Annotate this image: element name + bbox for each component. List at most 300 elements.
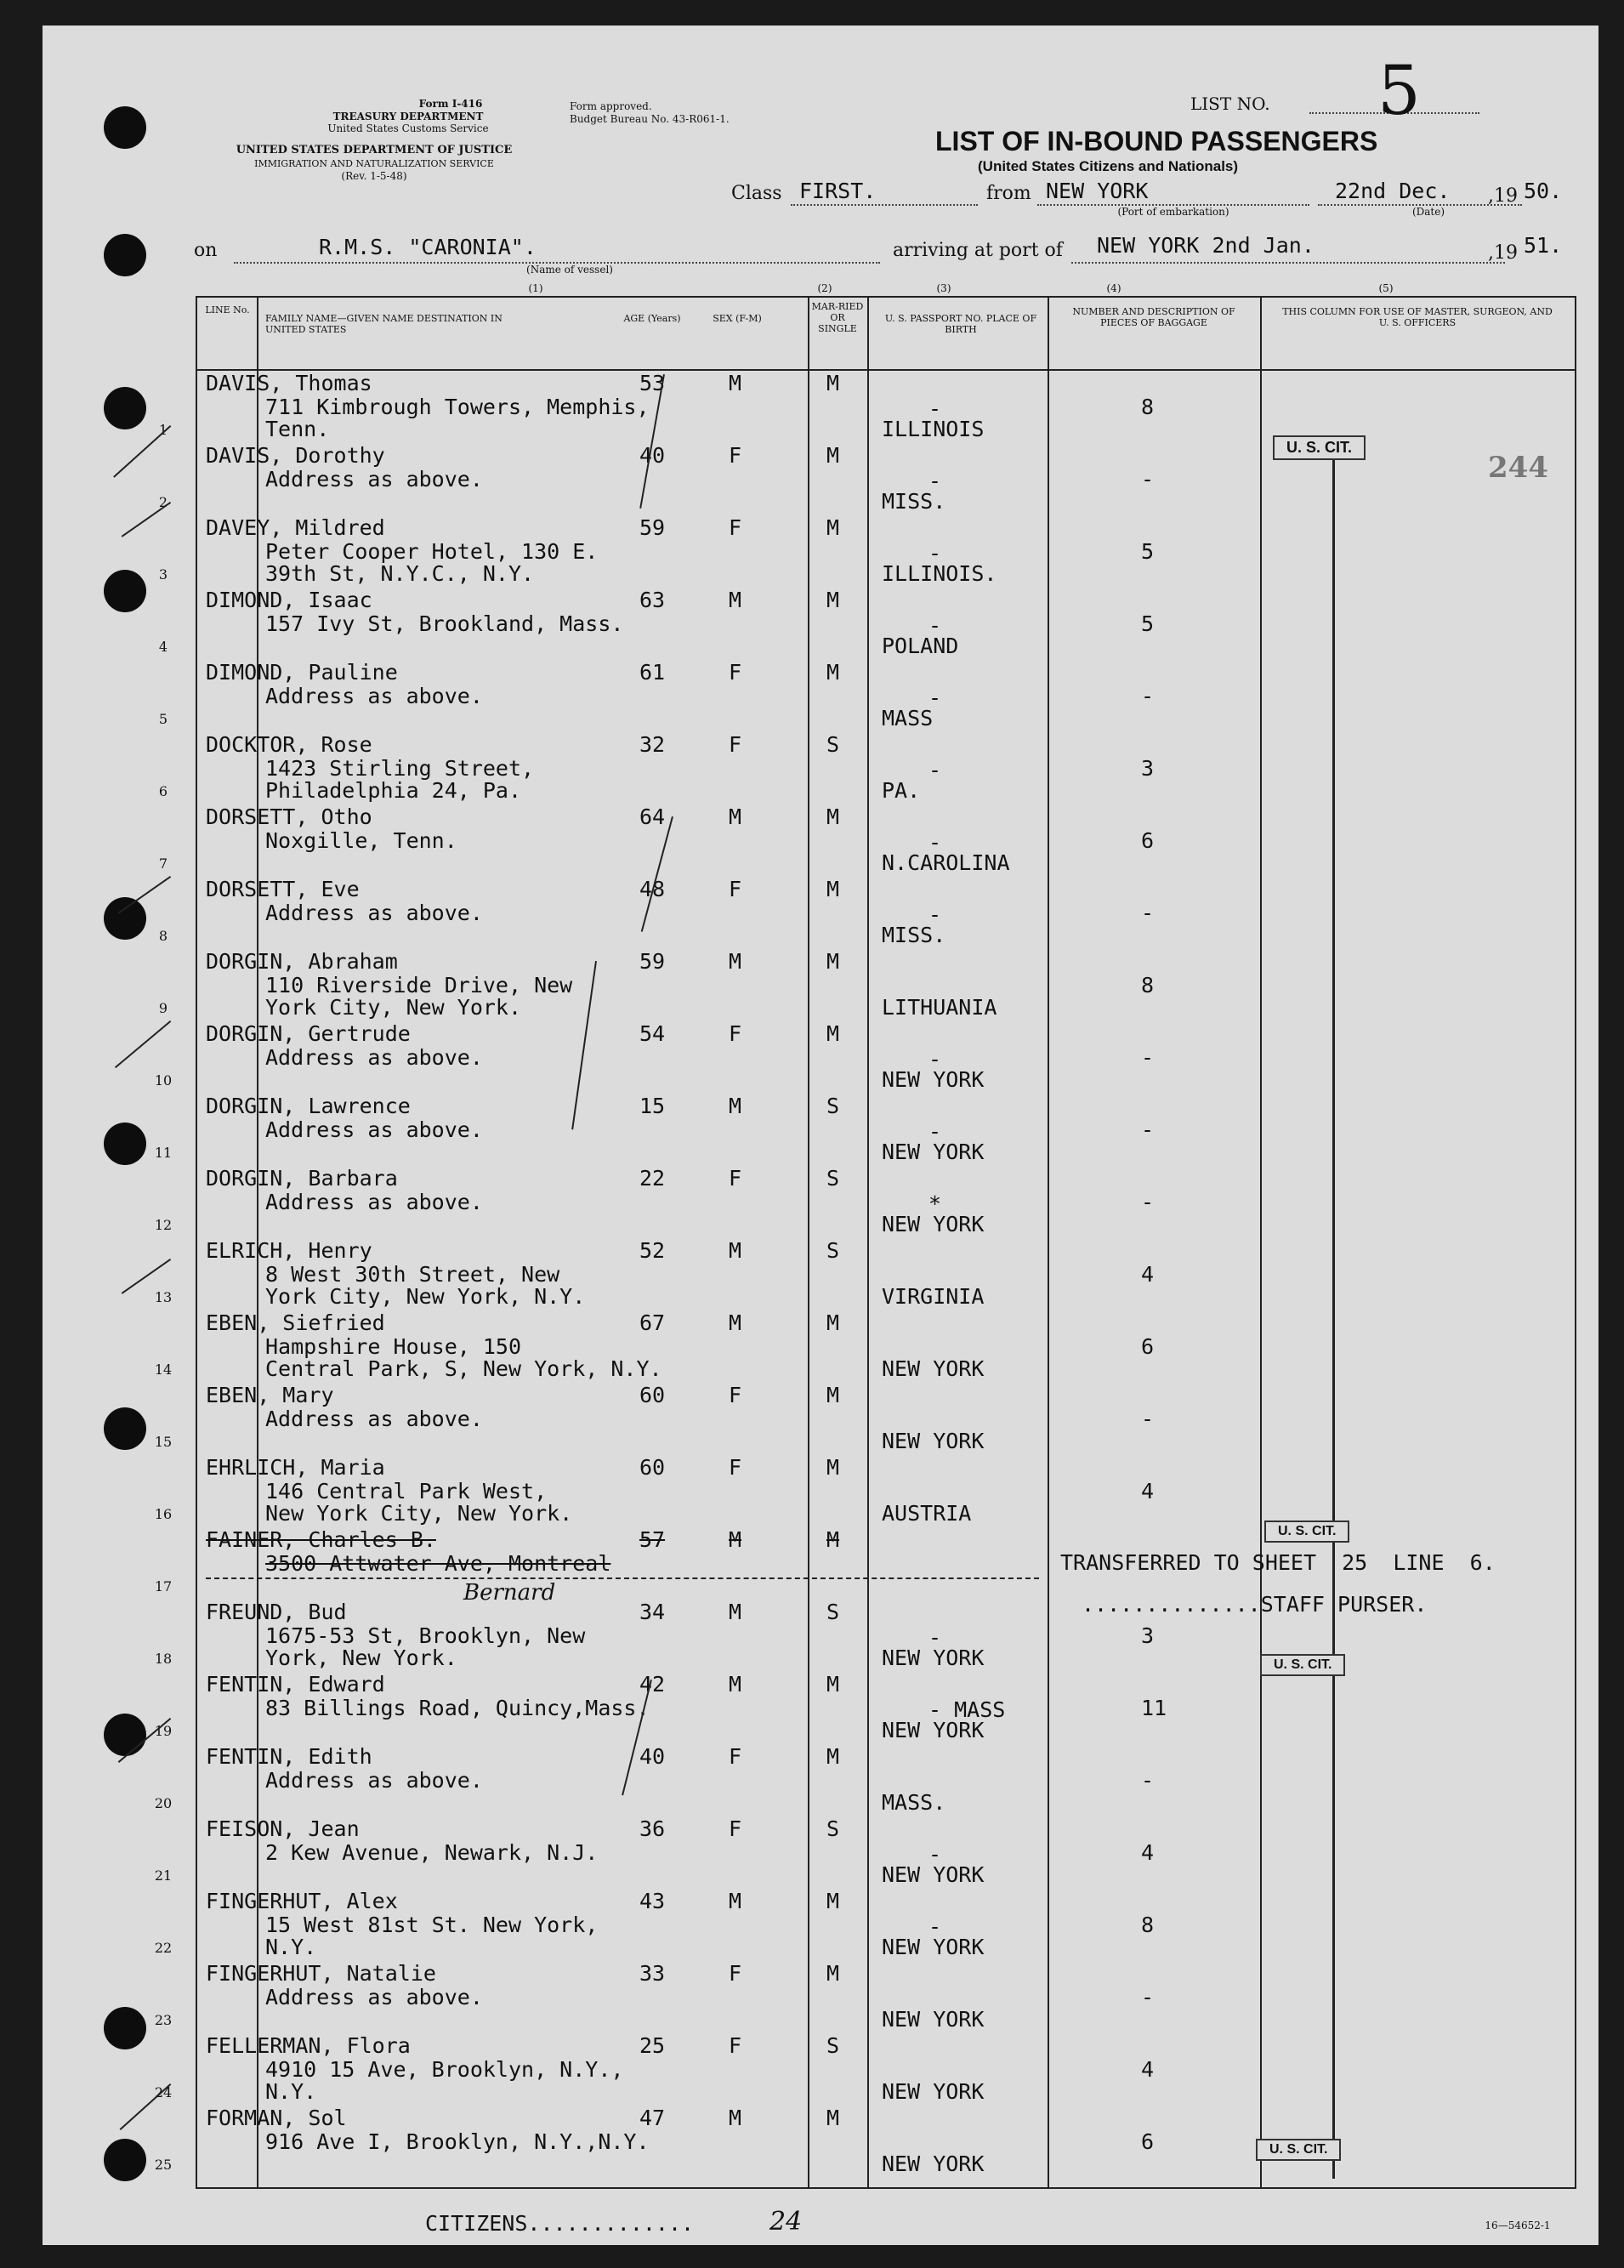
- baggage-count: 8: [1141, 395, 1155, 419]
- age: 40: [639, 1744, 666, 1769]
- age: 57: [639, 1527, 666, 1552]
- baggage-count: 6: [1141, 1334, 1155, 1359]
- sex: M: [729, 2106, 742, 2130]
- header-age: AGE (Years): [623, 313, 681, 324]
- address-line-2: New York City, New York.: [265, 1501, 573, 1526]
- place-of-birth: ILLINOIS: [882, 417, 985, 441]
- marital-status: M: [826, 1383, 840, 1407]
- passenger-name: DAVEY, Mildred: [206, 515, 385, 540]
- passport-no: -: [928, 469, 942, 493]
- passenger-name: DORGIN, Barbara: [206, 1166, 398, 1191]
- passport-no: -: [928, 758, 942, 782]
- baggage-count: 4: [1141, 1840, 1155, 1865]
- baggage-count: 6: [1141, 828, 1155, 853]
- passenger-name: DORSETT, Otho: [206, 804, 372, 829]
- marital-status: S: [826, 2033, 840, 2058]
- from-value: NEW YORK: [1046, 179, 1149, 203]
- marital-status: M: [826, 1310, 840, 1335]
- age: 22: [639, 1166, 666, 1191]
- us-cit-stamp: U. S. CIT.: [1264, 1521, 1349, 1543]
- passenger-name: DIMOND, Isaac: [206, 588, 372, 612]
- sex: F: [729, 443, 742, 468]
- sex: F: [729, 515, 742, 540]
- marital-status: M: [826, 1672, 840, 1697]
- age: 61: [639, 660, 666, 685]
- baggage-count: -: [1141, 901, 1155, 925]
- address-line-2: N.Y.: [265, 1935, 317, 1959]
- punch-hole: [104, 234, 146, 276]
- address-line-1: 8 West 30th Street, New: [265, 1262, 560, 1287]
- place-of-birth: NEW YORK: [882, 1140, 985, 1164]
- form-title: LIST OF IN-BOUND PASSENGERS: [935, 126, 1378, 156]
- class-value: FIRST.: [799, 179, 877, 203]
- address-line-1: Address as above.: [265, 1768, 483, 1793]
- address-line-1: Address as above.: [265, 1045, 483, 1070]
- marital-status: M: [826, 371, 840, 395]
- class-line: [791, 204, 978, 206]
- staff-purser: ..............STAFF PURSER.: [1082, 1592, 1428, 1617]
- line-number: 19: [154, 1723, 173, 1739]
- table-row: [154, 1236, 1575, 1309]
- passport-no: -: [928, 1625, 942, 1650]
- passenger-name: DORGIN, Gertrude: [206, 1021, 411, 1046]
- age: 54: [639, 1021, 666, 1046]
- line-number: 22: [154, 1940, 173, 1956]
- table-row: [154, 1959, 1575, 2032]
- marital-status: M: [826, 1527, 840, 1552]
- passenger-name: EBEN, Mary: [206, 1383, 334, 1407]
- address-line-1: 146 Central Park West,: [265, 1479, 548, 1503]
- line-number: 8: [158, 928, 168, 944]
- line-number: 5: [158, 711, 168, 727]
- age: 67: [639, 1310, 666, 1335]
- baggage-count: -: [1141, 1768, 1155, 1793]
- sex: F: [729, 660, 742, 685]
- list-no-label: LIST NO.: [1190, 94, 1270, 114]
- table-row: [158, 586, 1575, 658]
- address-line-1: Address as above.: [265, 684, 483, 708]
- col-num-4: (4): [1106, 282, 1121, 294]
- age: 34: [639, 1600, 666, 1624]
- passport-no: -: [928, 1047, 942, 1071]
- baggage-count: -: [1141, 467, 1155, 492]
- address-line-1: Address as above.: [265, 467, 483, 492]
- marital-status: M: [826, 804, 840, 829]
- sex: F: [729, 1383, 742, 1407]
- place-of-birth: NEW YORK: [882, 1429, 985, 1453]
- line-number: 24: [154, 2084, 173, 2100]
- address-line-1: 711 Kimbrough Towers, Memphis,: [265, 395, 650, 419]
- line-number: 20: [154, 1795, 173, 1811]
- sex: F: [729, 1816, 742, 1841]
- address-line-1: Peter Cooper Hotel, 130 E.: [265, 539, 599, 564]
- on-label: on: [194, 240, 218, 261]
- age: 59: [639, 515, 666, 540]
- citizens-label: CITIZENS.............: [425, 2211, 695, 2236]
- table-row: [158, 369, 1575, 441]
- passenger-name: ELRICH, Henry: [206, 1238, 372, 1263]
- passenger-name: FORMAN, Sol: [206, 2106, 347, 2130]
- address-line-1: 157 Ivy St, Brookland, Mass.: [265, 611, 624, 636]
- marital-status: S: [826, 1816, 840, 1841]
- passport-no: *: [928, 1191, 942, 1216]
- line-number: 11: [154, 1145, 173, 1161]
- marital-status: M: [826, 515, 840, 540]
- sex: F: [729, 2033, 742, 2058]
- arrival-port: NEW YORK 2nd Jan.: [1097, 233, 1315, 258]
- address-line-1: Address as above.: [265, 901, 483, 925]
- marital-status: M: [826, 1961, 840, 1986]
- passenger-name: FAINER, Charles B.: [206, 1527, 436, 1552]
- sex: M: [729, 371, 742, 395]
- date-value: 22nd Dec.: [1335, 179, 1451, 203]
- embark-caption: (Port of embarkation): [1117, 206, 1229, 218]
- sex: M: [729, 1889, 742, 1913]
- treasury-dept: TREASURY DEPARTMENT: [332, 111, 484, 122]
- table-row: [158, 514, 1575, 586]
- address-line-1: 1423 Stirling Street,: [265, 756, 535, 781]
- address-line-1: 83 Billings Road, Quincy,Mass.: [265, 1696, 650, 1720]
- col-num-5: (5): [1378, 282, 1394, 294]
- passenger-name: EHRLICH, Maria: [206, 1455, 385, 1480]
- year-1: 50.: [1524, 179, 1563, 203]
- baggage-count: -: [1141, 1985, 1155, 2009]
- col-num-3: (3): [936, 282, 951, 294]
- baggage-count: 8: [1141, 973, 1155, 998]
- line-number: 18: [154, 1651, 173, 1667]
- header-name: FAMILY NAME—GIVEN NAME DESTINATION IN UNITED STATES: [265, 313, 503, 335]
- doj-title: UNITED STATES DEPARTMENT OF JUSTICE: [236, 144, 513, 156]
- year-prefix-2: ,19: [1488, 242, 1518, 264]
- sex: F: [729, 1021, 742, 1046]
- vessel-name: R.M.S. "CARONIA".: [319, 235, 537, 259]
- address-line-2: Tenn.: [265, 417, 330, 441]
- marital-status: S: [826, 1238, 840, 1263]
- marital-status: S: [826, 732, 840, 757]
- place-of-birth: POLAND: [882, 634, 959, 658]
- us-cit-stamp: U. S. CIT.: [1260, 1654, 1345, 1676]
- address-line-2: York City, New York.: [265, 995, 522, 1020]
- table-row: [158, 441, 1575, 514]
- table-row: [154, 1164, 1575, 1236]
- form-subtitle: (United States Citizens and Nationals): [978, 158, 1239, 174]
- header-line: LINE No.: [205, 304, 250, 315]
- baggage-count: -: [1141, 1190, 1155, 1214]
- address-line-1: 15 West 81st St. New York,: [265, 1913, 599, 1937]
- age: 25: [639, 2033, 666, 2058]
- passport-no: -: [928, 830, 942, 855]
- class-label: Class: [731, 183, 782, 204]
- line-number: 25: [154, 2157, 173, 2173]
- passenger-name: DORGIN, Lawrence: [206, 1094, 411, 1118]
- age: 47: [639, 2106, 666, 2130]
- vessel-caption: (Name of vessel): [526, 264, 613, 276]
- place-of-birth: MASS.: [882, 1790, 946, 1815]
- age: 64: [639, 804, 666, 829]
- table-row: [158, 947, 1575, 1020]
- sex: M: [729, 804, 742, 829]
- sex: M: [729, 1672, 742, 1697]
- address-line-2: York City, New York, N.Y.: [265, 1284, 586, 1309]
- address-line-1: 3500 Attwater Ave, Montreal: [265, 1551, 611, 1576]
- place-of-birth: MISS.: [882, 923, 946, 947]
- header-married: MAR-RIED OR SINGLE: [811, 301, 864, 334]
- baggage-count: 11: [1141, 1696, 1167, 1720]
- baggage-count: -: [1141, 1407, 1155, 1431]
- budget-bureau: Budget Bureau No. 43-R061-1.: [570, 113, 730, 125]
- manifest-page: [43, 26, 1598, 2245]
- age: 63: [639, 588, 666, 612]
- address-line-1: 110 Riverside Drive, New: [265, 973, 573, 998]
- place-of-birth: N.CAROLINA: [882, 850, 1010, 875]
- table-row: [154, 1453, 1575, 1526]
- address-line-2: Philadelphia 24, Pa.: [265, 778, 522, 803]
- passport-no: -: [928, 1914, 942, 1939]
- line-number: 21: [154, 1867, 173, 1884]
- table-row: [154, 1092, 1575, 1164]
- age: 60: [639, 1383, 666, 1407]
- transferred-note: TRANSFERRED TO SHEET 25 LINE 6.: [1060, 1550, 1496, 1575]
- header-sex: SEX (F-M): [713, 313, 762, 324]
- table-row: [154, 1020, 1575, 1092]
- marital-status: M: [826, 588, 840, 612]
- baggage-count: 3: [1141, 1623, 1155, 1648]
- baggage-count: 3: [1141, 756, 1155, 781]
- address-line-2: York, New York.: [265, 1646, 457, 1670]
- passport-no: - MASS: [928, 1697, 1006, 1722]
- passenger-name: EBEN, Siefried: [206, 1310, 385, 1335]
- passport-no: -: [928, 613, 942, 638]
- sex: F: [729, 1744, 742, 1769]
- age: 43: [639, 1889, 666, 1913]
- sex: M: [729, 949, 742, 974]
- line-number: 12: [154, 1217, 173, 1233]
- passport-no: -: [928, 396, 942, 421]
- line-number: 15: [154, 1434, 173, 1450]
- sex: F: [729, 877, 742, 901]
- place-of-birth: MISS.: [882, 489, 946, 514]
- place-of-birth: LITHUANIA: [882, 995, 997, 1020]
- line-number: 14: [154, 1361, 173, 1378]
- table-row: [154, 1887, 1575, 1959]
- marital-status: S: [826, 1600, 840, 1624]
- passport-no: -: [928, 902, 942, 927]
- age: 48: [639, 877, 666, 901]
- sex: M: [729, 588, 742, 612]
- place-of-birth: NEW YORK: [882, 1935, 985, 1959]
- marital-status: S: [826, 1094, 840, 1118]
- sex: F: [729, 1166, 742, 1191]
- passenger-table: [154, 296, 1576, 2189]
- table-row: [154, 1381, 1575, 1453]
- passport-no: -: [928, 1842, 942, 1867]
- place-of-birth: VIRGINIA: [882, 1284, 985, 1309]
- age: 15: [639, 1094, 666, 1118]
- passenger-name: DAVIS, Dorothy: [206, 443, 385, 468]
- side-number: 244: [1488, 451, 1548, 485]
- table-row: [158, 658, 1575, 730]
- place-of-birth: NEW YORK: [882, 2007, 985, 2032]
- baggage-count: -: [1141, 1117, 1155, 1142]
- passenger-name: FEISON, Jean: [206, 1816, 360, 1841]
- address-line-1: 1675-53 St, Brooklyn, New: [265, 1623, 586, 1648]
- age: 40: [639, 443, 666, 468]
- passenger-name: FENTIN, Edward: [206, 1672, 385, 1697]
- baggage-count: -: [1141, 684, 1155, 708]
- punch-hole: [104, 106, 146, 149]
- customs-service: United States Customs Service: [327, 122, 489, 134]
- sex: F: [729, 732, 742, 757]
- passenger-name: DORSETT, Eve: [206, 877, 360, 901]
- arrival-line: [1071, 262, 1505, 264]
- baggage-count: 5: [1141, 611, 1155, 636]
- age: 33: [639, 1961, 666, 1986]
- age: 32: [639, 732, 666, 757]
- sex: M: [729, 1310, 742, 1335]
- passport-no: -: [928, 685, 942, 710]
- marital-status: M: [826, 1455, 840, 1480]
- table-row: [154, 1815, 1575, 1887]
- line-number: 2: [158, 494, 168, 510]
- sex: F: [729, 1455, 742, 1480]
- marital-status: M: [826, 949, 840, 974]
- age: 42: [639, 1672, 666, 1697]
- baggage-count: 4: [1141, 1262, 1155, 1287]
- ins-title: IMMIGRATION AND NATURALIZATION SERVICE: [254, 158, 494, 169]
- baggage-count: -: [1141, 1045, 1155, 1070]
- baggage-count: 5: [1141, 539, 1155, 564]
- table-row: [158, 875, 1575, 947]
- address-line-1: 916 Ave I, Brooklyn, N.Y.,N.Y.: [265, 2129, 650, 2154]
- table-row: [158, 730, 1575, 803]
- address-line-1: Noxgille, Tenn.: [265, 828, 457, 853]
- passenger-name: DAVIS, Thomas: [206, 371, 372, 395]
- year-prefix-1: ,19: [1488, 185, 1518, 207]
- marital-status: M: [826, 1744, 840, 1769]
- address-line-1: Hampshire House, 150: [265, 1334, 522, 1359]
- address-line-1: Address as above.: [265, 1985, 483, 2009]
- passenger-name: FINGERHUT, Alex: [206, 1889, 398, 1913]
- handwritten-name: Bernard: [463, 1580, 556, 1606]
- table-row: [154, 1670, 1575, 1742]
- place-of-birth: ILLINOIS.: [882, 561, 997, 586]
- check-mark: [115, 1020, 171, 1068]
- marital-status: M: [826, 660, 840, 685]
- passenger-name: DIMOND, Pauline: [206, 660, 398, 685]
- sex: M: [729, 1094, 742, 1118]
- sex: F: [729, 1961, 742, 1986]
- place-of-birth: NEW YORK: [882, 1718, 985, 1742]
- marital-status: M: [826, 1889, 840, 1913]
- marital-status: M: [826, 443, 840, 468]
- line-number: 6: [158, 783, 168, 799]
- line-number: 4: [158, 639, 168, 655]
- line-number: 10: [154, 1072, 173, 1089]
- officer-column-line: [1332, 451, 1335, 2179]
- passport-no: -: [928, 541, 942, 566]
- address-line-1: 2 Kew Avenue, Newark, N.J.: [265, 1840, 599, 1865]
- line-number: 3: [158, 566, 168, 583]
- list-no-value: 5: [1377, 51, 1421, 130]
- address-line-2: Central Park, S, New York, N.Y.: [265, 1356, 662, 1381]
- sex: M: [729, 1527, 742, 1552]
- revision: (Rev. 1-5-48): [341, 170, 407, 182]
- sex: M: [729, 1600, 742, 1624]
- date-caption: (Date): [1411, 206, 1445, 218]
- line-number: 23: [154, 2012, 173, 2028]
- form-approved: Form approved.: [570, 100, 652, 112]
- marital-status: M: [826, 1021, 840, 1046]
- place-of-birth: MASS: [882, 706, 934, 730]
- baggage-count: 4: [1141, 2057, 1155, 2082]
- table-row: [154, 2104, 1575, 2176]
- marital-status: M: [826, 877, 840, 901]
- place-of-birth: NEW YORK: [882, 1067, 985, 1092]
- line-number: 9: [158, 1000, 168, 1016]
- line-number: 7: [158, 855, 168, 872]
- place-of-birth: NEW YORK: [882, 2151, 985, 2176]
- age: 59: [639, 949, 666, 974]
- line-number: 16: [154, 1506, 173, 1522]
- address-line-1: Address as above.: [265, 1190, 483, 1214]
- line-number: 17: [154, 1578, 173, 1594]
- us-cit-stamp: U. S. CIT.: [1256, 2139, 1341, 2161]
- address-line-1: 4910 15 Ave, Brooklyn, N.Y.,: [265, 2057, 624, 2082]
- header-baggage: NUMBER AND DESCRIPTION OF PIECES OF BAGGAGE: [1072, 306, 1235, 328]
- passenger-name: FREUND, Bud: [206, 1600, 347, 1624]
- marital-status: S: [826, 1166, 840, 1191]
- arriving-label: arriving at port of: [893, 240, 1063, 261]
- table-row: [158, 803, 1575, 875]
- form-number: Form I-416: [418, 98, 483, 110]
- passenger-name: DOCKTOR, Rose: [206, 732, 372, 757]
- citizens-count: 24: [769, 2207, 803, 2237]
- check-mark: [118, 876, 172, 914]
- age: 52: [639, 1238, 666, 1263]
- print-code: 16—54652-1: [1485, 2220, 1551, 2231]
- address-line-1: Address as above.: [265, 1117, 483, 1142]
- line-number: 1: [158, 422, 168, 438]
- baggage-count: 8: [1141, 1913, 1155, 1937]
- baggage-count: 4: [1141, 1479, 1155, 1503]
- passenger-name: DORGIN, Abraham: [206, 949, 398, 974]
- age: 60: [639, 1455, 666, 1480]
- table-row: [154, 1309, 1575, 1381]
- col-num-1: (1): [528, 282, 543, 294]
- age: 53: [639, 371, 666, 395]
- passport-no: -: [928, 1119, 942, 1144]
- header-use: THIS COLUMN FOR USE OF MASTER, SURGEON, AND U. S. OFFICERS: [1282, 306, 1553, 328]
- age: 36: [639, 1816, 666, 1841]
- address-line-2: 39th St, N.Y.C., N.Y.: [265, 561, 535, 586]
- place-of-birth: PA.: [882, 778, 921, 803]
- address-line-2: N.Y.: [265, 2079, 317, 2104]
- us-cit-stamp: U. S. CIT.: [1273, 435, 1366, 460]
- baggage-count: 6: [1141, 2129, 1155, 2154]
- header-passport: U. S. PASSPORT NO. PLACE OF BIRTH: [884, 313, 1037, 335]
- cancelled-divider: [206, 1577, 1039, 1579]
- place-of-birth: NEW YORK: [882, 1212, 985, 1236]
- place-of-birth: AUSTRIA: [882, 1501, 972, 1526]
- line-number: 13: [154, 1289, 173, 1305]
- place-of-birth: NEW YORK: [882, 1356, 985, 1381]
- marital-status: M: [826, 2106, 840, 2130]
- address-line-1: Address as above.: [265, 1407, 483, 1431]
- sex: M: [729, 1238, 742, 1263]
- place-of-birth: NEW YORK: [882, 1646, 985, 1670]
- year-2: 51.: [1524, 233, 1563, 258]
- passenger-name: FELLERMAN, Flora: [206, 2033, 411, 2058]
